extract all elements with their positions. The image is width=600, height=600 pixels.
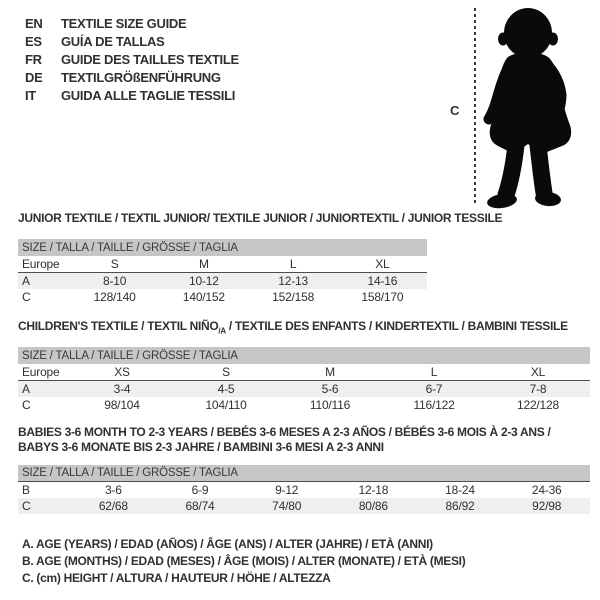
cell: M [325, 365, 335, 379]
height-measure-dashed-line [474, 8, 476, 206]
cell: 110/116 [309, 398, 351, 412]
babies-table-title [18, 425, 578, 455]
lang-title: TEXTILE SIZE GUIDE [61, 16, 187, 31]
size-header-text: SIZE / TALLA / TAILLE / GRÖSSE / TAGLIA [22, 349, 238, 362]
size-header-text: SIZE / TALLA / TAILLE / GRÖSSE / TAGLIA [22, 241, 238, 254]
cell: 3-6 [104, 483, 122, 497]
cell: 12-13 [278, 274, 308, 288]
lang-code: ES [25, 34, 42, 49]
baby-silhouette-icon [478, 5, 578, 210]
lang-title: GUIDA ALLE TAGLIE TESSILI [61, 88, 236, 103]
cell: 18-24 [445, 483, 475, 497]
cell: 158/170 [361, 290, 404, 304]
babies-size-table [18, 465, 590, 514]
cell: L [430, 365, 438, 379]
title-line-2: BABYS 3-6 MONATE BIS 2-3 JAHRE / BAMBINI 3-6 MESI A 2-3 ANNI [18, 440, 384, 454]
cell: S [222, 365, 230, 379]
cell: 104/110 [205, 398, 247, 412]
cell: 62/68 [98, 499, 128, 513]
title-line-1: BABIES 3-6 MONTH TO 2-3 YEARS / BEBÉS 3-6 MESES A 2-3 AÑOS / BÉBÉS 3-6 MOIS À 2-3 ANS / [18, 425, 551, 439]
size-header-bar [18, 239, 427, 256]
size-header-bar [18, 347, 590, 364]
lang-row-es [25, 33, 239, 51]
lang-row-it [25, 87, 239, 105]
cell: XS [114, 365, 130, 379]
cell: XL [375, 257, 390, 271]
size-header-bar [18, 465, 590, 482]
title-part: / TEXTILE DES ENFANTS / KINDERTEXTIL / BAMBINI TESSILE [225, 319, 568, 333]
row-label: Europe [22, 257, 60, 271]
footnote-b: B. AGE (MONTHS) / EDAD (MESES) / ÂGE (MOIS) / ALTER (MONATE) / ETÀ (MESI) [22, 554, 466, 568]
title-subscript: /A [218, 326, 226, 336]
cell: 6-7 [425, 382, 443, 396]
row-label: A [22, 382, 30, 396]
cell: 24-36 [531, 483, 562, 497]
cell: 98/104 [104, 398, 140, 412]
childrens-size-table [18, 347, 590, 413]
cell: 10-12 [189, 274, 219, 288]
cell: 152/158 [272, 290, 315, 304]
cell: 6-9 [191, 483, 209, 497]
row-label: C [22, 290, 31, 304]
table-row-a [18, 381, 590, 397]
lang-row-en [25, 15, 239, 33]
lang-title: GUÍA DE TALLAS [61, 34, 165, 49]
junior-table-title: JUNIOR TEXTILE / TEXTIL JUNIOR/ TEXTILE JUNIOR / JUNIORTEXTIL / JUNIOR TESSILE [18, 211, 503, 225]
cell: S [110, 257, 119, 271]
lang-code: FR [25, 52, 42, 67]
cell: L [289, 257, 297, 271]
row-label: C [22, 398, 31, 412]
footnote-a: A. AGE (YEARS) / EDAD (AÑOS) / ÂGE (ANS) / ALTER (JAHRE) / ETÀ (ANNI) [22, 537, 433, 551]
language-title-block [25, 15, 239, 105]
row-label: A [22, 274, 30, 288]
cell: 5-6 [321, 382, 339, 396]
table-row-c [18, 397, 590, 413]
cell: 3-4 [113, 382, 131, 396]
lang-title: TEXTILGRÖßENFÜHRUNG [61, 70, 221, 85]
cell: M [198, 257, 209, 271]
size-header-text: SIZE / TALLA / TAILLE / GRÖSSE / TAGLIA [22, 467, 238, 479]
cell: 80/86 [358, 499, 388, 513]
table-row-c [18, 498, 590, 514]
cell: 14-16 [367, 274, 398, 288]
cell: 86/92 [445, 499, 475, 513]
table-row-c [18, 289, 427, 305]
cell: XL [530, 365, 546, 379]
cell: 92/98 [532, 499, 562, 513]
lang-title: GUIDE DES TAILLES TEXTILE [61, 52, 239, 67]
table-row-b [18, 482, 590, 498]
cell: 12-18 [358, 483, 389, 497]
table-row-europe [18, 256, 427, 272]
lang-row-fr [25, 51, 239, 69]
lang-code: IT [25, 88, 36, 103]
height-measure-label: C [450, 103, 460, 118]
lang-code: DE [25, 70, 43, 85]
cell: 122/128 [517, 398, 559, 412]
lang-code: EN [25, 16, 43, 31]
childrens-table-title [18, 319, 568, 335]
lang-row-de [25, 69, 239, 87]
table-row-europe [18, 364, 590, 380]
cell: 116/122 [413, 398, 455, 412]
cell: 4-5 [217, 382, 235, 396]
row-label: Europe [22, 365, 60, 379]
footnotes-block [22, 536, 465, 587]
row-label: C [22, 499, 31, 513]
cell: 68/74 [185, 499, 215, 513]
table-row-a [18, 273, 427, 289]
cell: 140/152 [182, 290, 225, 304]
row-label: B [22, 483, 30, 497]
cell: 128/140 [93, 290, 136, 304]
cell: 9-12 [275, 483, 299, 497]
cell: 7-8 [529, 382, 547, 396]
footnote-c: C. (cm) HEIGHT / ALTURA / HAUTEUR / HÖHE / ALTEZZA [22, 571, 331, 585]
junior-size-table [18, 239, 427, 305]
title-part: CHILDREN'S TEXTILE / TEXTIL NIÑO [18, 319, 219, 333]
cell: 8-10 [103, 274, 127, 288]
cell: 74/80 [272, 499, 302, 513]
